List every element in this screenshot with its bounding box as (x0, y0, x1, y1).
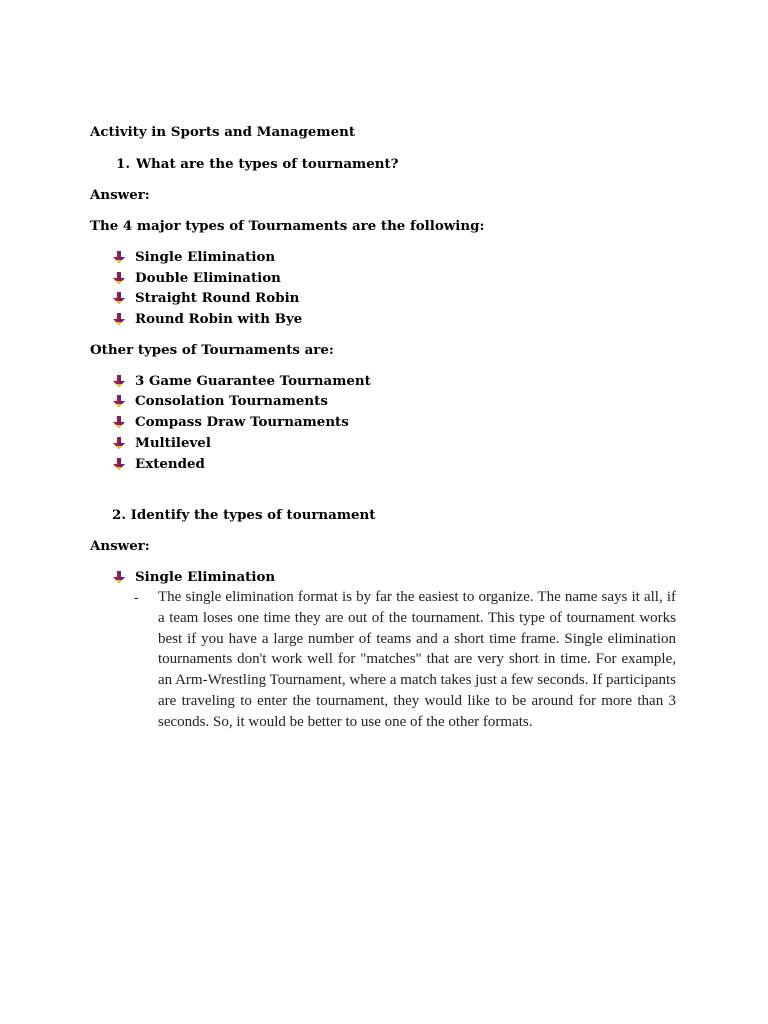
list-item-label: Multilevel (135, 435, 211, 451)
other-types-intro: Other types of Tournaments are: (90, 342, 334, 358)
list-item-label: Consolation Tournaments (135, 393, 328, 409)
answer-label-1: Answer: (90, 187, 150, 203)
list-item-label: Double Elimination (135, 270, 281, 286)
list-item-label: Single Elimination (135, 249, 276, 265)
document-title: Activity in Sports and Management (90, 124, 356, 140)
arrow-down-bullet-icon (113, 571, 125, 583)
major-types-intro: The 4 major types of Tournaments are the following: (90, 218, 485, 234)
arrow-down-bullet-icon (113, 272, 125, 284)
question-2-text: 2. Identify the types of tournament (112, 507, 376, 523)
question-1-number: 1. (116, 156, 130, 172)
answer-label-2: Answer: (90, 538, 150, 554)
dash-marker: - (134, 591, 139, 606)
arrow-down-bullet-icon (113, 313, 125, 325)
list-item-label: 3 Game Guarantee Tournament (135, 373, 371, 389)
list-item-label: Compass Draw Tournaments (135, 414, 349, 430)
arrow-down-bullet-icon (113, 375, 125, 387)
arrow-down-bullet-icon (113, 458, 125, 470)
arrow-down-bullet-icon (113, 437, 125, 449)
list-item-label: Straight Round Robin (135, 290, 300, 306)
list-item-label: Extended (135, 456, 205, 472)
arrow-down-bullet-icon (113, 292, 125, 304)
detail-heading: Single Elimination (135, 569, 276, 585)
arrow-down-bullet-icon (113, 251, 125, 263)
arrow-down-bullet-icon (113, 416, 125, 428)
question-1-text: What are the types of tournament? (136, 156, 399, 172)
list-item-label: Round Robin with Bye (135, 311, 303, 327)
detail-paragraph: The single elimination format is by far the easiest to organize. The name says it all, if a team loses one time they are out of the tournament. This type of tournament works best if you have a large number of teams and a short time frame. Single elimination tournaments don't work well for "matches" that are very short in time. For example, an Arm-Wrestling Tournament, where a match takes just a few seconds. If participants are traveling to enter the tournament, they would like to be around for more than 3 seconds. So, it would be better to use one of the other formats. (158, 589, 676, 730)
arrow-down-bullet-icon (113, 395, 125, 407)
